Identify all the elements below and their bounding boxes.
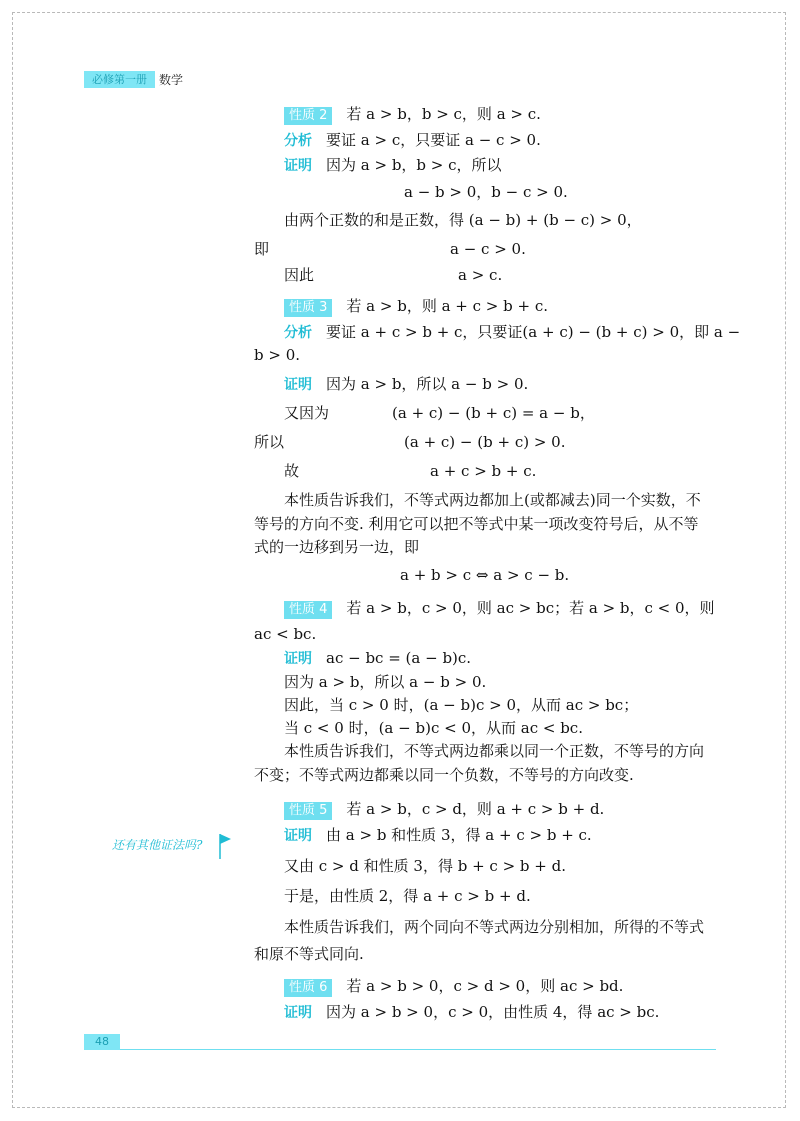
property-4-statement: 性质 4 若 a > b，c > 0，则 ac > bc；若 a > b，c < 0，则 xyxy=(284,598,715,619)
text-line: 当 c < 0 时，(a − b)c < 0，从而 ac < bc. xyxy=(284,719,583,737)
text-line: 即 xyxy=(254,240,270,258)
analysis-line: 分析 要证 a > c，只要证 a − c > 0. xyxy=(284,131,541,149)
property-tag: 性质 4 xyxy=(284,601,332,619)
text-line: 式的一边移到另一边，即 xyxy=(254,538,420,556)
proof-label: 证明 xyxy=(284,377,312,393)
book-badge: 必修第一册 xyxy=(84,71,155,88)
flag-icon xyxy=(218,832,232,860)
text-line: 由两个正数的和是正数，得 (a − b) + (b − c) > 0， xyxy=(284,211,642,229)
analysis-label: 分析 xyxy=(284,325,312,341)
proof-line: 证明 因为 a > b > 0，c > 0，由性质 4，得 ac > bc. xyxy=(284,1003,660,1021)
text-line: 本性质告诉我们，不等式两边都加上(或都减去)同一个实数，不 xyxy=(284,491,701,509)
text-line: 因此 xyxy=(284,266,315,284)
page-number: 48 xyxy=(84,1034,120,1050)
proof-line: 证明 因为 a > b，所以 a − b > 0. xyxy=(284,375,529,393)
proof-line: 证明 因为 a > b，b > c，所以 xyxy=(284,156,502,174)
property-tag: 性质 6 xyxy=(284,979,332,997)
formula-line: a − b > 0，b − c > 0. xyxy=(404,183,568,201)
text-line: 因为 a > b，所以 a − b > 0. xyxy=(284,673,487,691)
property-5-statement: 性质 5 若 a > b，c > d，则 a + c > b + d. xyxy=(284,799,604,820)
text-line: 所以 xyxy=(254,433,285,451)
proof-label: 证明 xyxy=(284,828,312,844)
text-line: 等号的方向不变. 利用它可以把不等式中某一项改变符号后，从不等 xyxy=(254,515,699,533)
formula-line: (a + c) − (b + c) = a − b， xyxy=(392,404,595,422)
property-tag: 性质 3 xyxy=(284,299,332,317)
text-line: 故 xyxy=(284,462,300,480)
proof-line: 证明 ac − bc = (a − b)c. xyxy=(284,649,472,667)
page-border xyxy=(12,12,786,1108)
property-tag: 性质 5 xyxy=(284,802,332,820)
text-line: 因此，当 c > 0 时，(a − b)c > 0，从而 ac > bc； xyxy=(284,696,639,714)
proof-label: 证明 xyxy=(284,158,312,174)
text-line: 和原不等式同向. xyxy=(254,945,364,963)
property-2-statement: 性质 2 若 a > b，b > c，则 a > c. xyxy=(284,104,541,125)
formula-line: a + c > b + c. xyxy=(430,462,537,480)
formula-line: a > c. xyxy=(458,266,503,284)
proof-label: 证明 xyxy=(284,651,312,667)
text-line: 本性质告诉我们，两个同向不等式两边分别相加，所得的不等式 xyxy=(284,918,705,936)
formula-line: a − c > 0. xyxy=(450,240,526,258)
property-tag: 性质 2 xyxy=(284,107,332,125)
subject-title: 数学 xyxy=(159,73,184,87)
property-6-statement: 性质 6 若 a > b > 0，c > d > 0，则 ac > bd. xyxy=(284,976,623,997)
footer-rule xyxy=(120,1049,716,1050)
text-line: 又由 c > d 和性质 3，得 b + c > b + d. xyxy=(284,857,567,875)
property-3-statement: 性质 3 若 a > b，则 a + c > b + c. xyxy=(284,296,548,317)
text-line: 本性质告诉我们，不等式两边都乘以同一个正数，不等号的方向 xyxy=(284,742,705,760)
analysis-label: 分析 xyxy=(284,133,312,149)
proof-label: 证明 xyxy=(284,1005,312,1021)
text-line: ac < bc. xyxy=(254,625,317,643)
text-line: b > 0. xyxy=(254,346,301,364)
text-line: 又因为 xyxy=(284,404,330,422)
margin-note: 还有其他证法吗? xyxy=(112,838,203,852)
text-line: 不变；不等式两边都乘以同一个负数，不等号的方向改变. xyxy=(254,766,634,784)
formula-line: a + b > c ⇔ a > c − b. xyxy=(400,566,570,584)
text-line: 于是，由性质 2，得 a + c > b + d. xyxy=(284,887,531,905)
proof-line: 证明 由 a > b 和性质 3，得 a + c > b + c. xyxy=(284,826,592,844)
formula-line: (a + c) − (b + c) > 0. xyxy=(404,433,566,451)
running-header xyxy=(84,71,183,88)
analysis-line: 分析 要证 a + c > b + c，只要证(a + c) − (b + c) > 0，即 a − xyxy=(284,323,741,341)
